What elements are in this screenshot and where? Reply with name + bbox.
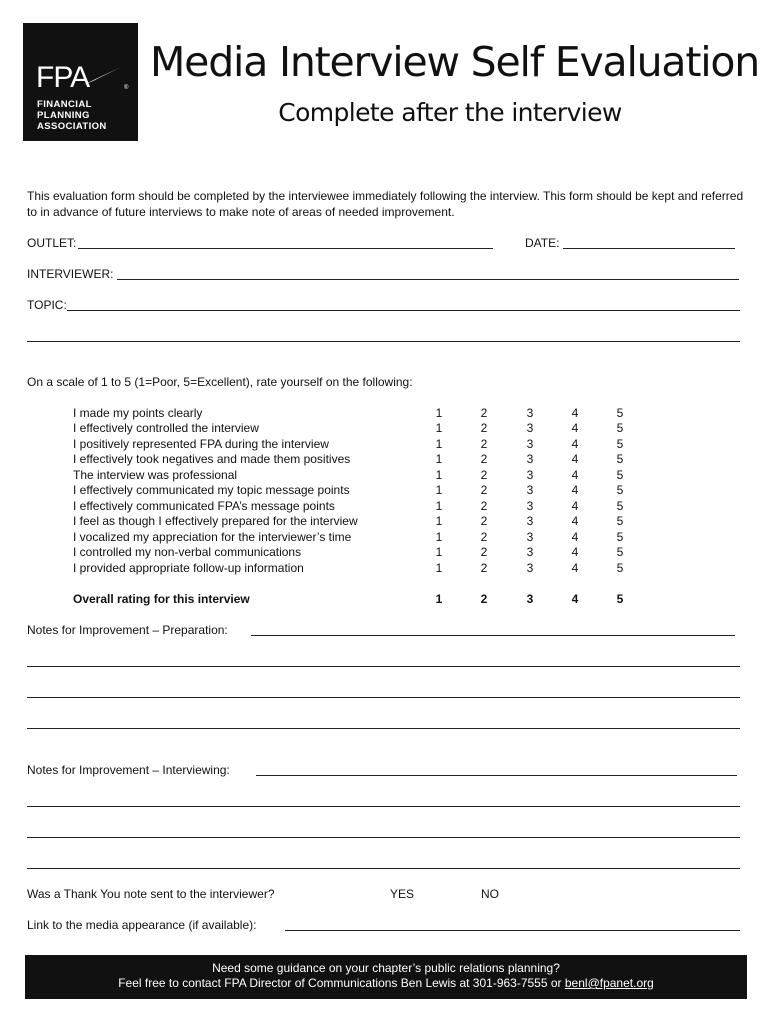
rating-option[interactable]: 4 bbox=[571, 421, 579, 435]
overall-rating-option[interactable]: 3 bbox=[526, 592, 534, 606]
rating-option[interactable]: 4 bbox=[571, 468, 579, 482]
rating-option[interactable]: 4 bbox=[571, 561, 579, 575]
topic-field[interactable] bbox=[67, 310, 740, 311]
rating-item: I vocalized my appreciation for the interviewer’s time bbox=[73, 530, 352, 544]
rating-option[interactable]: 5 bbox=[616, 406, 624, 420]
page-title: Media Interview Self Evaluation bbox=[150, 38, 760, 86]
rating-item: I effectively communicated my topic message points bbox=[73, 483, 350, 497]
rating-option[interactable]: 5 bbox=[616, 437, 624, 451]
rating-item: I provided appropriate follow-up information bbox=[73, 561, 304, 575]
rating-item: I effectively took negatives and made them positives bbox=[73, 452, 351, 466]
rating-option[interactable]: 2 bbox=[480, 468, 488, 482]
logo-mark: FPA bbox=[36, 61, 90, 94]
interviewer-field[interactable] bbox=[117, 279, 739, 280]
logo-line: PLANNING bbox=[37, 110, 90, 121]
rating-option[interactable]: 4 bbox=[571, 514, 579, 528]
rating-option[interactable]: 1 bbox=[435, 530, 443, 544]
notes-preparation-line[interactable] bbox=[27, 666, 740, 667]
overall-rating-label: Overall rating for this interview bbox=[73, 592, 250, 606]
rating-option[interactable]: 2 bbox=[480, 421, 488, 435]
overall-rating-option[interactable]: 4 bbox=[571, 592, 579, 606]
rating-option[interactable]: 2 bbox=[480, 483, 488, 497]
rating-option[interactable]: 5 bbox=[616, 421, 624, 435]
fpa-logo bbox=[23, 23, 138, 141]
thank-you-yes-option[interactable]: YES bbox=[390, 887, 415, 901]
logo-registered-mark: ® bbox=[124, 85, 129, 91]
notes-preparation-line[interactable] bbox=[27, 697, 740, 698]
rating-option[interactable]: 3 bbox=[526, 452, 534, 466]
rating-option[interactable]: 4 bbox=[571, 545, 579, 559]
media-link-field[interactable] bbox=[285, 930, 740, 931]
logo-line: FINANCIAL bbox=[37, 99, 92, 110]
footer-email-link[interactable]: benl@fpanet.org bbox=[564, 976, 654, 990]
rating-option[interactable]: 2 bbox=[480, 514, 488, 528]
rating-option[interactable]: 2 bbox=[480, 406, 488, 420]
rating-option[interactable]: 2 bbox=[480, 437, 488, 451]
overall-rating-option[interactable]: 1 bbox=[435, 592, 443, 606]
interviewer-label: INTERVIEWER: bbox=[27, 267, 114, 281]
rating-option[interactable]: 3 bbox=[526, 561, 534, 575]
rating-option[interactable]: 2 bbox=[480, 452, 488, 466]
rating-option[interactable]: 2 bbox=[480, 530, 488, 544]
logo-swoosh-icon bbox=[81, 63, 125, 89]
topic-field-line-2[interactable] bbox=[27, 341, 740, 342]
rating-option[interactable]: 1 bbox=[435, 514, 443, 528]
rating-item: I made my points clearly bbox=[73, 406, 203, 420]
rating-option[interactable]: 3 bbox=[526, 468, 534, 482]
rating-option[interactable]: 1 bbox=[435, 561, 443, 575]
overall-rating-option[interactable]: 5 bbox=[616, 592, 624, 606]
rating-option[interactable]: 2 bbox=[480, 561, 488, 575]
rating-option[interactable]: 1 bbox=[435, 406, 443, 420]
rating-option[interactable]: 1 bbox=[435, 437, 443, 451]
rating-option[interactable]: 5 bbox=[616, 545, 624, 559]
rating-option[interactable]: 3 bbox=[526, 437, 534, 451]
rating-option[interactable]: 3 bbox=[526, 545, 534, 559]
rating-option[interactable]: 5 bbox=[616, 530, 624, 544]
footer-line-2 bbox=[25, 976, 747, 991]
rating-option[interactable]: 3 bbox=[526, 483, 534, 497]
rating-option[interactable]: 1 bbox=[435, 545, 443, 559]
rating-option[interactable]: 5 bbox=[616, 499, 624, 513]
rating-item: I positively represented FPA during the interview bbox=[73, 437, 329, 451]
rating-option[interactable]: 4 bbox=[571, 406, 579, 420]
footer-contact-text: Feel free to contact FPA Director of Communications Ben Lewis at 301-963-7555 or bbox=[118, 976, 565, 990]
rating-item: I controlled my non-verbal communications bbox=[73, 545, 302, 559]
rating-option[interactable]: 3 bbox=[526, 530, 534, 544]
logo-wordmark bbox=[37, 99, 107, 132]
date-field[interactable] bbox=[563, 248, 735, 249]
footer-line-1: Need some guidance on your chapter’s public relations planning? bbox=[212, 961, 560, 975]
scale-instructions: On a scale of 1 to 5 (1=Poor, 5=Excellent), rate yourself on the following: bbox=[27, 375, 413, 389]
notes-interviewing-line[interactable] bbox=[27, 806, 740, 807]
rating-item: I feel as though I effectively prepared for the interview bbox=[73, 514, 358, 528]
thank-you-question: Was a Thank You note sent to the interviewer? bbox=[27, 887, 275, 901]
overall-rating-option[interactable]: 2 bbox=[480, 592, 488, 606]
thank-you-no-option[interactable]: NO bbox=[481, 887, 499, 901]
topic-label: TOPIC: bbox=[27, 298, 67, 312]
page-subtitle: Complete after the interview bbox=[278, 98, 622, 127]
rating-item: I effectively controlled the interview bbox=[73, 421, 259, 435]
rating-option[interactable]: 4 bbox=[571, 499, 579, 513]
media-link-label: Link to the media appearance (if available): bbox=[27, 918, 257, 932]
notes-interviewing-label: Notes for Improvement – Interviewing: bbox=[27, 763, 230, 777]
notes-preparation-field[interactable] bbox=[251, 635, 735, 636]
rating-item: The interview was professional bbox=[73, 468, 238, 482]
rating-option[interactable]: 3 bbox=[526, 421, 534, 435]
rating-option[interactable]: 4 bbox=[571, 483, 579, 497]
logo-line: ASSOCIATION bbox=[37, 121, 107, 132]
rating-option[interactable]: 5 bbox=[616, 483, 624, 497]
intro-text: This evaluation form should be completed by the interviewee immediately following the interview. This form should be kept and referred to in advance of future interviews to make note of areas of needed improvement. bbox=[27, 189, 744, 219]
notes-interviewing-field[interactable] bbox=[256, 775, 737, 776]
outlet-field[interactable] bbox=[78, 248, 493, 249]
rating-option[interactable]: 2 bbox=[480, 545, 488, 559]
notes-preparation-label: Notes for Improvement – Preparation: bbox=[27, 623, 228, 637]
notes-interviewing-line[interactable] bbox=[27, 837, 740, 838]
rating-option[interactable]: 2 bbox=[480, 499, 488, 513]
rating-option[interactable]: 1 bbox=[435, 452, 443, 466]
rating-option[interactable]: 1 bbox=[435, 468, 443, 482]
rating-option[interactable]: 4 bbox=[571, 452, 579, 466]
notes-preparation-line[interactable] bbox=[27, 728, 740, 729]
date-label: DATE: bbox=[525, 236, 560, 250]
rating-option[interactable]: 4 bbox=[571, 530, 579, 544]
rating-option[interactable]: 5 bbox=[616, 452, 624, 466]
rating-option[interactable]: 5 bbox=[616, 561, 624, 575]
rating-item: I effectively communicated FPA’s message points bbox=[73, 499, 335, 513]
rating-option[interactable]: 1 bbox=[435, 483, 443, 497]
rating-option[interactable]: 3 bbox=[526, 514, 534, 528]
rating-option[interactable]: 1 bbox=[435, 421, 443, 435]
rating-option[interactable]: 3 bbox=[526, 499, 534, 513]
rating-option[interactable]: 5 bbox=[616, 468, 624, 482]
notes-interviewing-line[interactable] bbox=[27, 868, 740, 869]
outlet-label: OUTLET: bbox=[27, 236, 77, 250]
footer-banner bbox=[25, 955, 747, 999]
rating-option[interactable]: 3 bbox=[526, 406, 534, 420]
rating-option[interactable]: 1 bbox=[435, 499, 443, 513]
rating-option[interactable]: 5 bbox=[616, 514, 624, 528]
rating-option[interactable]: 4 bbox=[571, 437, 579, 451]
